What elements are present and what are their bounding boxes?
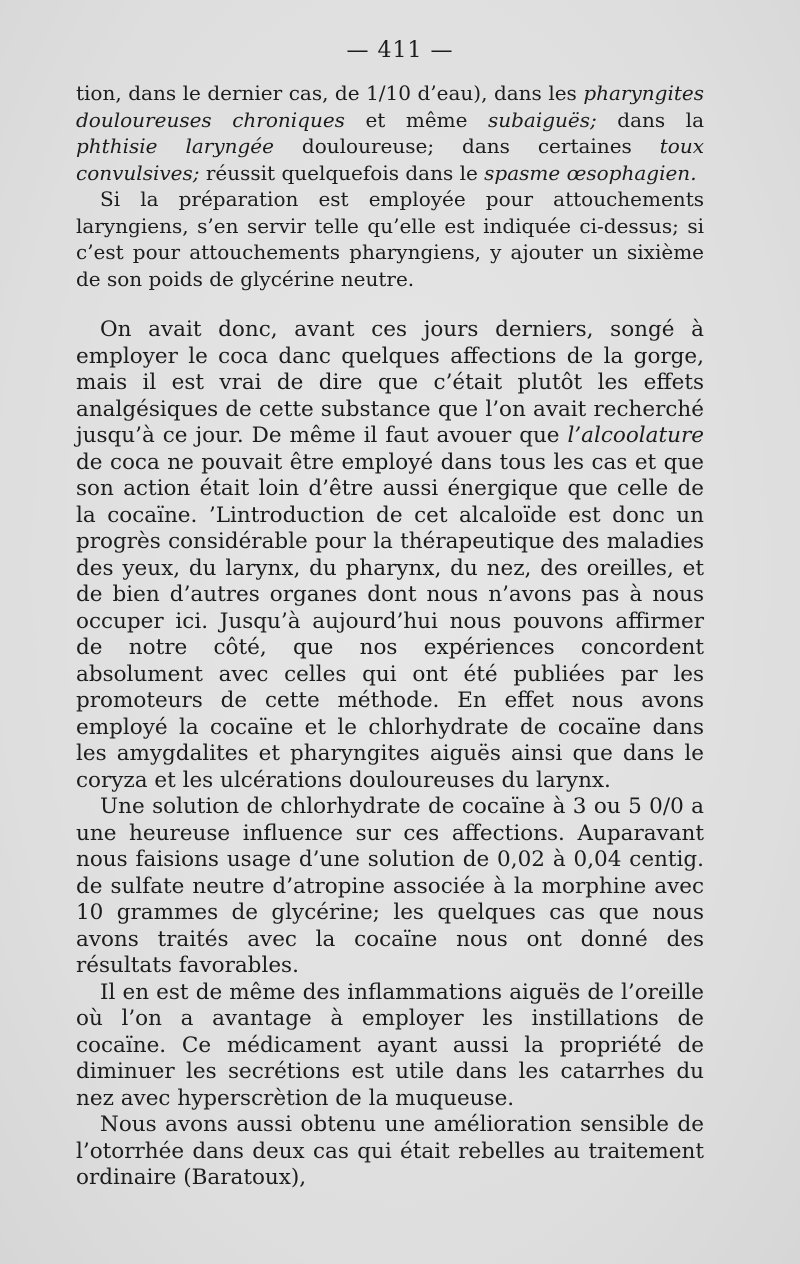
- text-run: Il en est de même des inflammations aiguës de l’oreille où l’on a avantage à employer les instillations de cocaïne. Ce médicament ayant aussi la propriété de diminuer les secrétions est utile dans les catarrhes du nez avec hyperscrètion de la muqueuse.: [76, 979, 704, 1111]
- page-number: — 411 —: [346, 38, 454, 63]
- text-run: Une solution de chlorhydrate de cocaïne à 3 ou 5 0/0 a une heureuse influence sur ces affections. Auparavant nous faisions usage d’une solution de 0,02 à 0,04 centig. de sulfate neutre d’atropine associée à la morphine avec 10 grammes de glycérine; les quelques cas que nous avons traités avec la cocaïne nous ont donné des résultats favorables.: [76, 794, 704, 978]
- italic-text: pharyngites douloureuses chroniques: [76, 81, 704, 132]
- text-run: On avait donc, avant ces jours derniers, songé à employer le coca danc quelques affections de la gorge, mais il est vrai de dire que c’était plutôt les effets analgésiques de cette substance que l’on avait recherché jusqu’à ce jour. De même il faut avouer que: [76, 317, 704, 448]
- paragraph: [76, 186, 704, 292]
- text-run: Si la préparation est employée pour attouchements laryngiens, s’en servir telle qu’elle est indiquée ci-dessus; si c’est pour attouchements pharyngiens, y ajouter un sixième de son poids de glycérine neutre.: [76, 187, 704, 291]
- paragraph: [76, 794, 704, 980]
- paragraph: [76, 317, 704, 794]
- italic-text: phthisie laryngée: [76, 134, 274, 158]
- text-run: douloureuse; dans certaines: [273, 134, 660, 158]
- paragraph: [76, 80, 704, 186]
- text-run: de coca ne pouvait être employé dans tous les cas et que son action était loin d’être aussi énergique que celle de la cocaïne. ’Lintroduction de cet alcaloïde est donc un progrès considérable pour la thérapeutique des maladies des yeux, du larynx, du pharynx, du nez, des oreilles, et de bien d’autres organes dont nous n’avons pas à nous occuper ici. Jusqu’à aujourd’hui nous pouvons affirmer de notre côté, que nos expériences concordent absolument avec celles qui ont été publiées par les promoteurs de cette méthode. En effet nous avons employé la cocaïne et le chlorhydrate de cocaïne dans les amygdalites et pharyngites aiguës ainsi que dans le coryza et les ulcérations douloureuses du larynx.: [76, 449, 704, 793]
- italic-text: l’alcoolature: [567, 423, 704, 448]
- paragraph: [76, 1112, 704, 1192]
- italic-text: subaiguës;: [487, 107, 597, 132]
- text-run: tion, dans le dernier cas, de 1/10 d’eau), dans les: [76, 81, 584, 105]
- italic-text: toux convulsives;: [76, 134, 704, 185]
- text-section-2: [76, 317, 704, 1192]
- text-run: réussit quelquefois dans le: [199, 160, 485, 185]
- paragraph: [76, 980, 704, 1113]
- italic-text: spasme œsophagien.: [484, 160, 697, 185]
- text-run: Nous avons aussi obtenu une amélioration sensible de l’otorrhée dans deux cas qui était rebelles au traitement ordinaire (Baratoux),: [76, 1112, 704, 1190]
- text-run: et même: [344, 107, 488, 132]
- text-section-1: [76, 80, 704, 292]
- text-run: dans la: [596, 107, 705, 132]
